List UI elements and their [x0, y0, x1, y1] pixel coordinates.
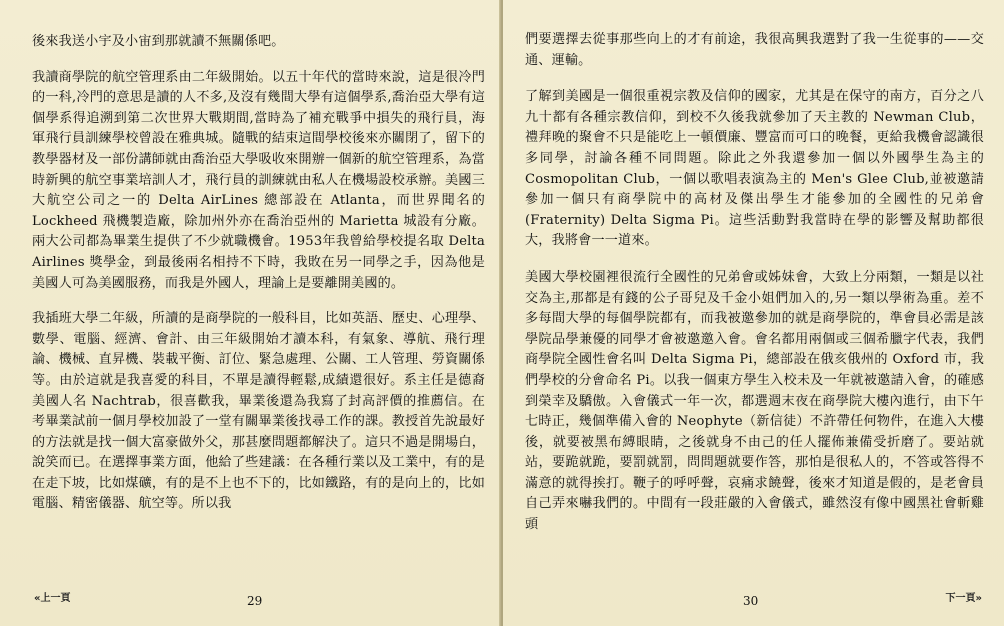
left-page [0, 0, 501, 626]
right-paragraph-2: 了解到美國是一個很重視宗教及信仰的國家，尤其是在保守的南方，百分之八九十都有各種宗教信仰，到校不久後我就參加了天主教的 Newman Club，禮拜晚的聚會不只是能吃上一頓價廉、豐富而可口的晚餐，更給我機會認識很多同學，討論各種不同問題。除此之外我還參加一個以外國學生為主的 Cosmopolitan Club，一個以歌唱表演為主的 Men's Glee Club,並被邀請參加一個只有商學院中的高材及傑出學生才能參加的全國性的兄弟會 (Fraternity) Delta Sigma Pi。這些活動對我當時在學的影響及幫助都很大，我將會一一道來。 [525, 89, 984, 249]
left-paragraph-1: 後來我送小宇及小宙到那就讀不無關係吧。 [32, 34, 285, 49]
left-paragraph-3: 我插班大學二年級，所讀的是商學院的一般科目，比如英語、歷史、心理學、數學、電腦、經濟、會計、由三年級開始才讀本科，有氣象、導航、飛行理論、機械、直昇機、裝載平衡、訂位、緊急處理、公關、工人管理、勞資關係等。由於這就是我喜愛的科目，不單是讀得輕鬆,成績還很好。系主任是德裔美國人名 Nachtrab，很喜歡我，畢業後還為我寫了封高評價的推薦信。在考畢業試前一個月學校加設了一堂有關畢業後找尋工作的課。教授首先說最好的方法就是找一個大富豪做外父，那甚麼問題都解決了。這只不過是開場白，說笑而已。在選擇事業方面，他給了些建議：在各種行業以及工業中，有的是在走下坡，比如煤礦，有的是不上也不下的，比如鐵路，有的是向上的，比如電腦、精密儀器、航空等。所以我 [32, 311, 485, 512]
next-page-button[interactable]: 下一頁» [945, 593, 982, 604]
left-paragraph-2: 我讀商學院的航空管理系由二年級開始。以五十年代的當時來說，這是很冷門的一科,冷門的意思是讀的人不多,及沒有幾間大學有這個學系,喬治亞大學有這個學系得追溯到第二次世界大戰期間,當時為了補充戰爭中損失的飛行員，海軍飛行員訓練學校曾設在雅典城。隨戰的結束這間學校後來亦關閉了，留下的教學器材及一部份講師就由喬治亞大學吸收來開辦一個新的航空管理系，為當時新興的航空事業培訓人才，飛行員的訓練就由私人在機場設校承辦。美國三大航空公司之一的 Delta AirLines 總部設在 Atlanta，而世界聞名的 Lockheed 飛機製造廠，除加州外亦在喬治亞州的 Marietta 城設有分廠。兩大公司都為畢業生提供了不少就職機會。1953年我曾給學校提名取 Delta Airlines 獎學金，到最後兩名相持不下時，我敗在另一同學之手，因為他是美國人可為美國服務，而我是外國人，理論上是要離開美國的。 [32, 69, 485, 291]
right-page [503, 0, 1004, 626]
right-paragraph-1: 們要選擇去從事那些向上的才有前途，我很高興我選對了我一生從事的——交通、運輸。 [525, 32, 984, 68]
right-page-number: 30 [743, 594, 759, 608]
previous-page-button[interactable]: «上一頁 [34, 593, 71, 604]
left-page-number: 29 [247, 594, 263, 608]
right-paragraph-3: 美國大學校園裡很流行全國性的兄弟會或姊妹會，大致上分兩類，一類是以社交為主,那都是有錢的公子哥兒及千金小姐們加入的,另一類以學術為重。差不多每間大學的每個學院都有，而我被邀參加的就是商學院的，準會員必需是該學院品學兼優的同學才會被邀邀入會。會名都用兩個或三個希臘字代表，我們商學院全國性會名叫 Delta Sigma Pi，總部設在俄亥俄州的 Oxford 市，我們學校的分會命名 Pi。以我一個東方學生入校未及一年就被邀請入會，的確感到榮幸及驕傲。入會儀式一年一次，都選週末夜在商學院大樓內進行，由下午七時正，幾個準備入會的 Neophyte（新信徒）不許帶任何物件，在進入大樓後，就要被黑布縛眼睛，之後就身不由己的任人擺佈兼備受折磨了。要站就站，要跪就跪，要罰就罰，問問題就要作答，那怕是很私人的，不答或答得不滿意的就得挨打。鞭子的呼呼聲，哀痛求饒聲，後來才知道是假的，是老會員自己弄來嚇我們的。中間有一段莊嚴的入會儀式，雖然沒有像中國黑社會斬雞頭 [525, 269, 984, 533]
